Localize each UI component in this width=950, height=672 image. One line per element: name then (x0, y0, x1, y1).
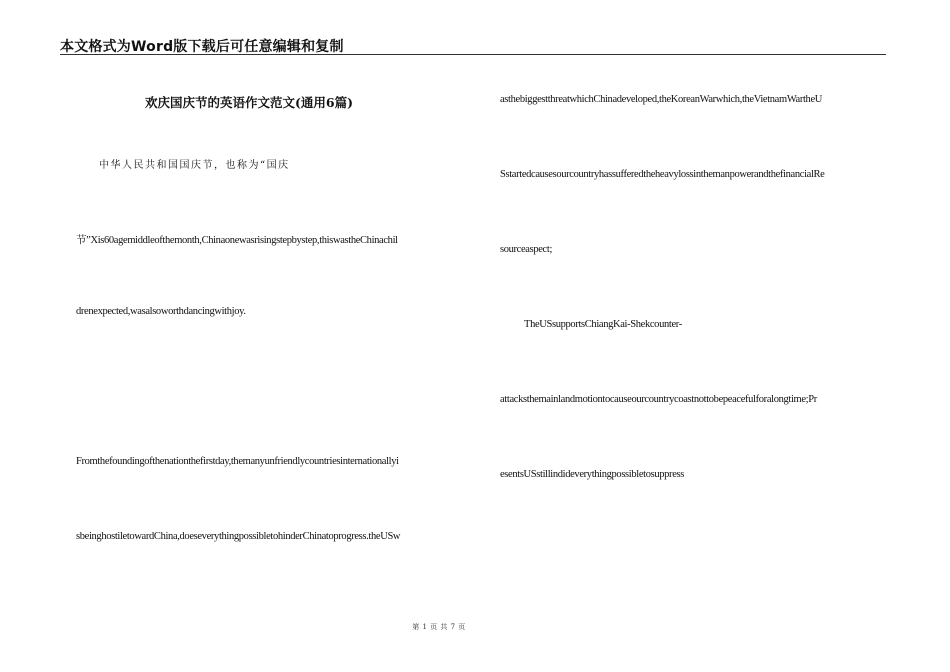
left-line-2: 节”Xis60agemiddleofthemonth,Chinaonewasrisingstepbystep,thiswastheChinachil (76, 235, 398, 246)
header-divider (60, 54, 886, 55)
left-line-4: Fromthefoundingofthenationthefirstday,themanyunfriendlycountriesinternationallyi (76, 456, 399, 467)
left-line-3: drenexpected,wasalsoworthdancingwithjoy. (76, 306, 246, 317)
right-line-5: attacksthemainlandmotiontocauseourcountrycoastnottobepeacefulforalongtime;Pr (500, 394, 817, 405)
left-line-5: sbeinghostiletowardChina,doeseverythingpossibletohinderChinatoprogress.theUSw (76, 531, 401, 542)
right-line-4: TheUSsupportsChiangKai-Shekcounter- (524, 319, 682, 330)
document-header: 本文格式为Word版下载后可任意编辑和复制 (60, 39, 344, 55)
right-line-6: esentsUSstillindideverythingpossibletosuppress (500, 469, 684, 480)
document-title: 欢庆国庆节的英语作文范文(通用6篇) (145, 95, 354, 110)
right-line-1: asthebiggestthreatwhichChinadeveloped,theKoreanWarwhich,theVietnamWartheU (500, 94, 823, 105)
right-line-2: SstartedcausesourcountryhassufferedtheheavylossinthemanpowerandthefinancialRe (500, 169, 825, 180)
page-number: 第 1 页 共 7 页 (412, 623, 466, 631)
left-line-1: 中华人民共和国国庆节，也称为“国庆 (99, 160, 290, 171)
right-line-3: sourceaspect; (500, 244, 553, 255)
